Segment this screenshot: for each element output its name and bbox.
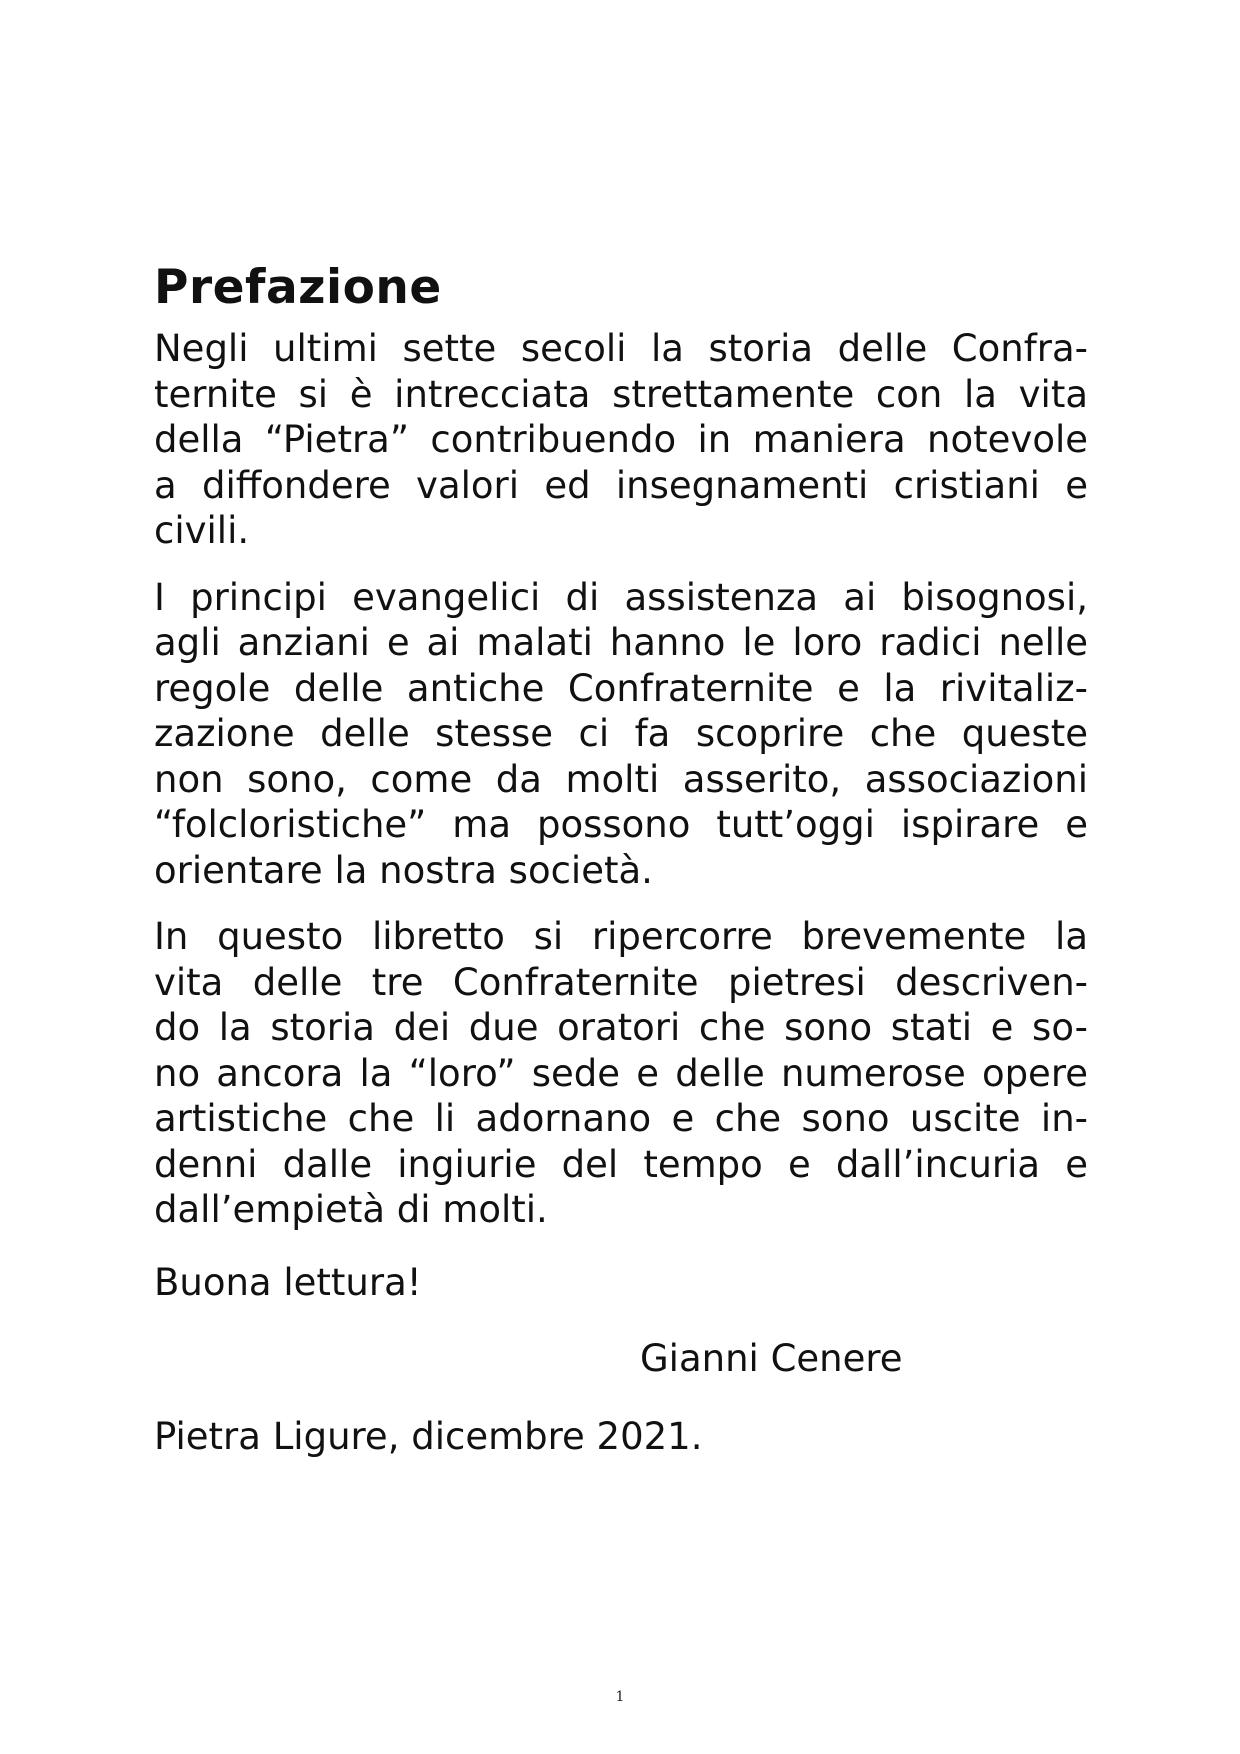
text-line: Negli ultimi sette secoli la storia delle Confra- [154, 327, 1088, 370]
text-line: zazione delle stesse ci fa scoprire che queste [154, 712, 1088, 755]
text-line: orientare la nostra società. [154, 848, 653, 892]
text-line: denni dalle ingiurie del tempo e dall’incuria e [154, 1142, 1088, 1186]
text-line: a diffondere valori ed insegnamenti cristiani e [154, 463, 1088, 507]
text-line: “folcloristiche” ma possono tutt’oggi ispirare e [154, 803, 1088, 846]
text-line: ternite si è intrecciata strettamente con la vita [154, 372, 1088, 416]
text-line: artistiche che li adornano e che sono uscite in- [154, 1097, 1088, 1140]
paragraph-2 [154, 575, 1088, 894]
text-line: In questo libretto si ripercorre brevemente la [154, 915, 1088, 958]
paragraph-spacer [154, 893, 1088, 914]
paragraph-spacer [154, 554, 1088, 575]
page-title: Prefazione [154, 260, 442, 315]
text-line: civili. [154, 509, 250, 552]
text-line: non sono, come da molti asserito, associazioni [154, 757, 1088, 801]
text-line: no ancora la “loro” sede e delle numerose opere [154, 1051, 1088, 1095]
text-line: regole delle antiche Confraternite e la rivitaliz- [154, 666, 1088, 710]
text-line: do la storia dei due oratori che sono stati e so- [154, 1006, 1088, 1049]
text-line: dall’empietà di molti. [154, 1188, 548, 1231]
text-line: agli anziani e ai malati hanno le loro radici nelle [154, 621, 1088, 664]
paragraph-3 [154, 914, 1088, 1233]
text-line: vita delle tre Confraternite pietresi descriven- [154, 960, 1088, 1004]
closing-line: Buona lettura! [154, 1261, 422, 1304]
text-line: I principi evangelici di assistenza ai bisognosi, [154, 575, 1088, 619]
document-body [154, 258, 1088, 1233]
text-line: della “Pietra” contribuendo in maniera notevole [154, 418, 1088, 461]
paragraph-1 [154, 326, 1088, 554]
author-signature: Gianni Cenere [640, 1337, 903, 1380]
place-date: Pietra Ligure, dicembre 2021. [154, 1415, 703, 1458]
page-number: 1 [615, 1689, 625, 1705]
